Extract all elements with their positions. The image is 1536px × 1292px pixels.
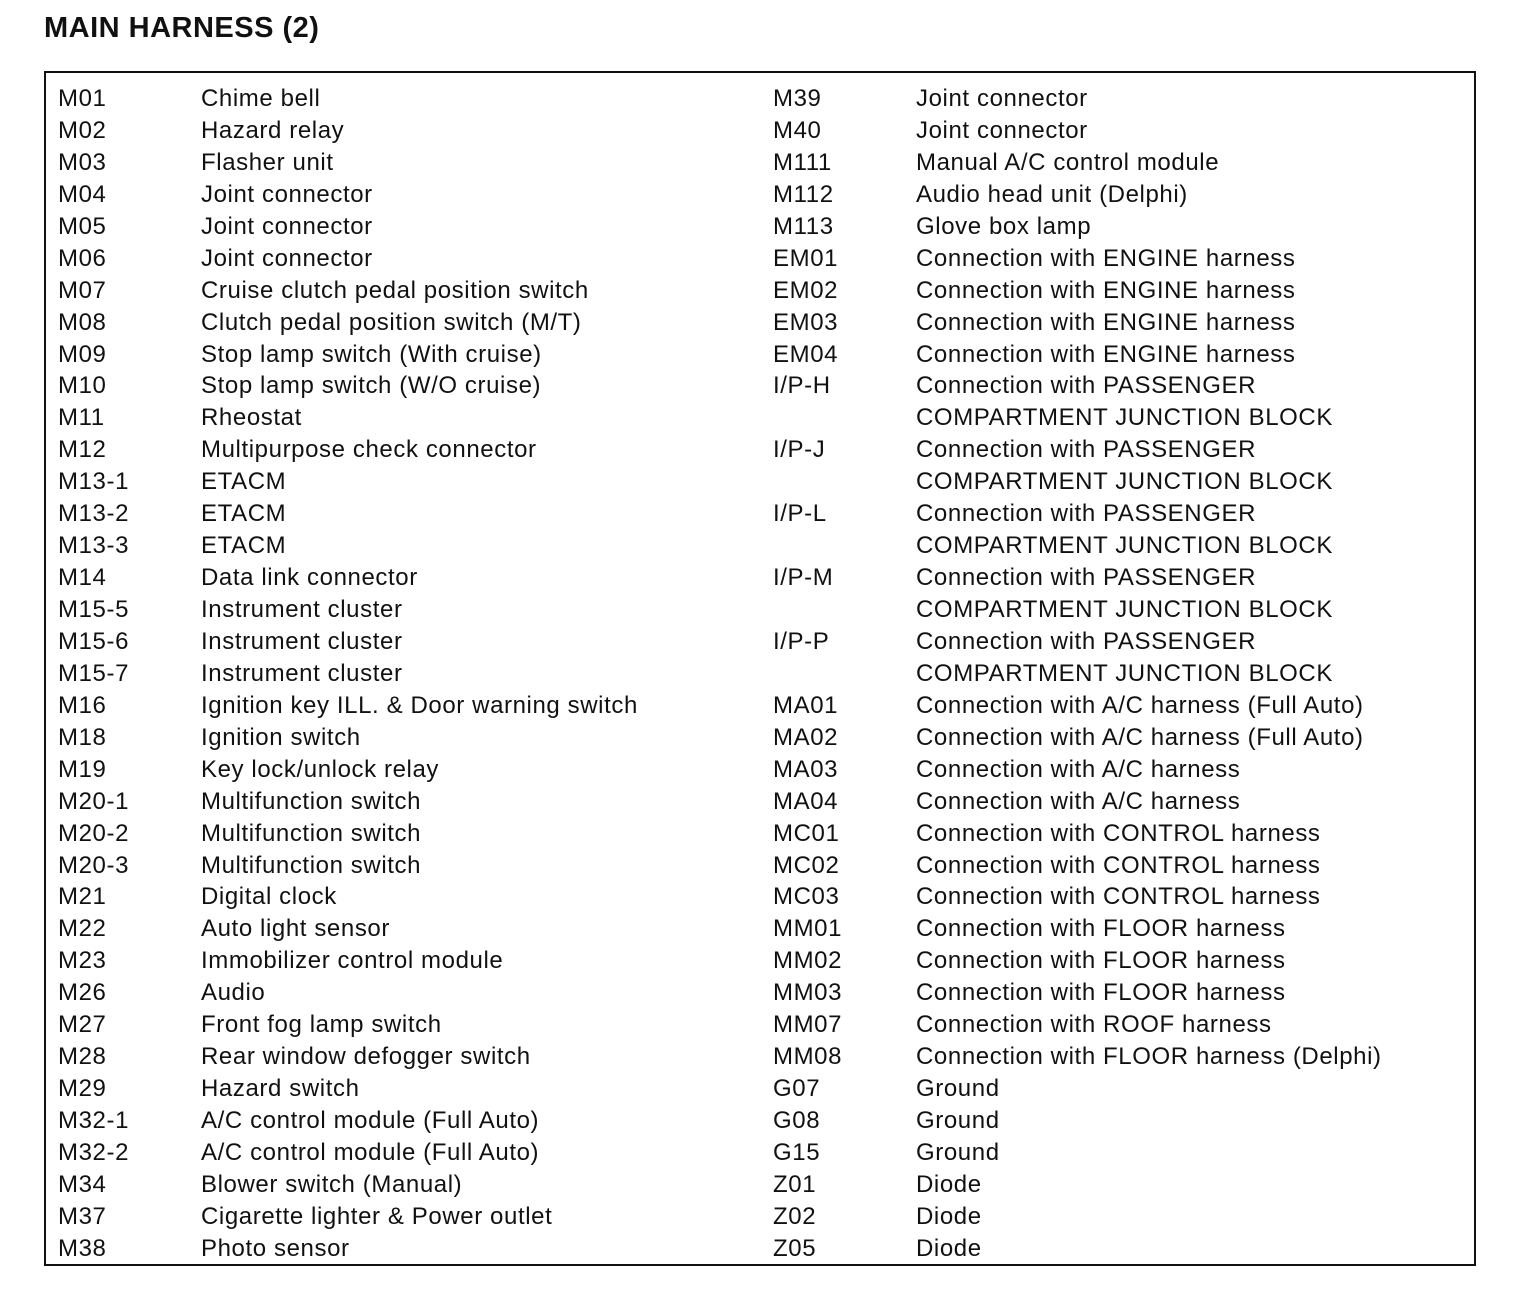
connector-code: M20-2 (58, 819, 130, 847)
connector-description: Multifunction switch (201, 787, 422, 815)
connector-code: I/P-J (773, 436, 826, 464)
connector-code: M13-1 (58, 468, 130, 496)
connector-description: Connection with CONTROL harness (916, 851, 1321, 879)
connector-description: Ignition switch (201, 723, 361, 751)
connector-description: Key lock/unlock relay (201, 755, 440, 783)
connector-code: M07 (58, 276, 107, 304)
connector-description: COMPARTMENT JUNCTION BLOCK (916, 659, 1333, 687)
connector-code: MM01 (773, 915, 843, 943)
connector-code: Z01 (773, 1170, 817, 1198)
connector-description: Ignition key ILL. & Door warning switch (201, 691, 638, 719)
connector-code: M11 (58, 404, 105, 432)
connector-description: Connection with PASSENGER (916, 436, 1257, 464)
connector-description: Ground (916, 1138, 1000, 1166)
connector-code: M27 (58, 1011, 107, 1039)
connector-code: EM03 (773, 308, 839, 336)
connector-description: Joint connector (916, 116, 1088, 144)
connector-description: Auto light sensor (201, 915, 390, 943)
connector-code: Z05 (773, 1234, 817, 1262)
connector-description: Multifunction switch (201, 819, 422, 847)
page-title: MAIN HARNESS (2) (44, 12, 320, 44)
connector-code: EM01 (773, 244, 839, 272)
connector-code: M15-6 (58, 627, 130, 655)
connector-description: Connection with PASSENGER (916, 500, 1257, 528)
connector-code: MM02 (773, 947, 843, 975)
connector-code: M26 (58, 979, 107, 1007)
connector-code: M29 (58, 1075, 107, 1103)
connector-code: M10 (58, 372, 107, 400)
connector-code: M28 (58, 1043, 107, 1071)
connector-code: MC01 (773, 819, 840, 847)
connector-code: MC02 (773, 851, 840, 879)
connector-code: M01 (58, 85, 107, 112)
connector-code: M39 (773, 85, 822, 112)
connector-code: M20-1 (58, 787, 130, 815)
connector-code: M32-1 (58, 1107, 130, 1134)
connector-description: Clutch pedal position switch (M/T) (201, 308, 582, 336)
connector-code: M12 (58, 436, 107, 464)
connector-code: MA02 (773, 723, 839, 751)
connector-code: M16 (58, 691, 107, 719)
connector-code: MA01 (773, 691, 839, 719)
connector-code: MA04 (773, 787, 839, 815)
connector-code: G15 (773, 1138, 821, 1166)
connector-code: M21 (58, 883, 107, 911)
connector-code: MM08 (773, 1043, 843, 1071)
connector-description: Joint connector (201, 212, 373, 240)
connector-description: Connection with ENGINE harness (916, 244, 1296, 272)
connector-code: I/P-L (773, 500, 827, 528)
connector-code: M37 (58, 1202, 107, 1230)
connector-code: M113 (773, 212, 834, 240)
connector-description: Connection with PASSENGER (916, 372, 1257, 400)
connector-code: M40 (773, 116, 822, 144)
connector-description: Connection with FLOOR harness (Delphi) (916, 1043, 1382, 1071)
connector-description: Connection with ENGINE harness (916, 276, 1296, 304)
connector-description: Glove box lamp (916, 212, 1092, 240)
connector-description: Cruise clutch pedal position switch (201, 276, 589, 304)
connector-description: Joint connector (201, 180, 373, 208)
connector-code: M02 (58, 116, 107, 144)
connector-description: Connection with CONTROL harness (916, 819, 1321, 847)
connector-description: Audio (201, 979, 266, 1007)
connector-description: Ground (916, 1075, 1000, 1103)
connector-description: COMPARTMENT JUNCTION BLOCK (916, 468, 1333, 496)
connector-code: M05 (58, 212, 107, 240)
connector-code: M18 (58, 723, 107, 751)
connector-index-table (44, 71, 1476, 1266)
connector-description: Connection with PASSENGER (916, 627, 1257, 655)
connector-description: Digital clock (201, 883, 337, 911)
connector-description: Joint connector (201, 244, 373, 272)
connector-description: A/C control module (Full Auto) (201, 1138, 540, 1166)
connector-description: Connection with ENGINE harness (916, 308, 1296, 336)
connector-description: Connection with CONTROL harness (916, 883, 1321, 911)
connector-description: Connection with A/C harness (916, 787, 1241, 815)
connector-description: Connection with FLOOR harness (916, 979, 1286, 1007)
connector-description: Connection with ENGINE harness (916, 340, 1296, 368)
connector-code: I/P-P (773, 627, 830, 655)
connector-code: M09 (58, 340, 107, 368)
connector-description: Connection with A/C harness (Full Auto) (916, 723, 1364, 751)
connector-code: EM02 (773, 276, 839, 304)
connector-code: M23 (58, 947, 107, 975)
connector-code: G08 (773, 1107, 821, 1134)
connector-description: Rheostat (201, 404, 302, 432)
connector-code: M32-2 (58, 1138, 130, 1166)
connector-code: M13-3 (58, 532, 130, 560)
connector-code: M03 (58, 148, 107, 176)
connector-description: Cigarette lighter & Power outlet (201, 1202, 553, 1230)
connector-description: Immobilizer control module (201, 947, 504, 975)
connector-code: M111 (773, 148, 832, 176)
connector-code: I/P-H (773, 372, 831, 400)
connector-code: M04 (58, 180, 107, 208)
connector-code: EM04 (773, 340, 839, 368)
connector-code: M19 (58, 755, 107, 783)
connector-description: COMPARTMENT JUNCTION BLOCK (916, 596, 1333, 623)
connector-description: Chime bell (201, 85, 321, 112)
connector-code: M15-5 (58, 596, 130, 623)
connector-description: Rear window defogger switch (201, 1043, 531, 1071)
connector-description: Connection with PASSENGER (916, 564, 1257, 592)
connector-code: M38 (58, 1234, 107, 1262)
connector-description: A/C control module (Full Auto) (201, 1107, 540, 1134)
connector-description: Manual A/C control module (916, 148, 1220, 176)
connector-description: Data link connector (201, 564, 418, 592)
connector-description: Audio head unit (Delphi) (916, 180, 1188, 208)
connector-code: MA03 (773, 755, 839, 783)
connector-description: Ground (916, 1107, 1000, 1134)
connector-description: Connection with A/C harness (916, 755, 1241, 783)
connector-code: M13-2 (58, 500, 130, 528)
connector-description: ETACM (201, 532, 287, 560)
connector-code: M08 (58, 308, 107, 336)
connector-description: Stop lamp switch (With cruise) (201, 340, 542, 368)
connector-description: Joint connector (916, 85, 1088, 112)
connector-code: MM07 (773, 1011, 843, 1039)
connector-description: Hazard relay (201, 116, 345, 144)
connector-description: Flasher unit (201, 148, 334, 176)
connector-description: ETACM (201, 468, 287, 496)
connector-code: M14 (58, 564, 107, 592)
connector-code: MC03 (773, 883, 840, 911)
connector-code: I/P-M (773, 564, 834, 592)
connector-description: Front fog lamp switch (201, 1011, 442, 1039)
connector-description: Connection with FLOOR harness (916, 947, 1286, 975)
connector-code: Z02 (773, 1202, 817, 1230)
connector-description: COMPARTMENT JUNCTION BLOCK (916, 532, 1333, 560)
connector-code: G07 (773, 1075, 821, 1103)
connector-description: Stop lamp switch (W/O cruise) (201, 372, 542, 400)
connector-code: M22 (58, 915, 107, 943)
connector-description: COMPARTMENT JUNCTION BLOCK (916, 404, 1333, 432)
connector-description: Instrument cluster (201, 627, 403, 655)
connector-description: Photo sensor (201, 1234, 350, 1262)
connector-code: M06 (58, 244, 107, 272)
connector-description: Multifunction switch (201, 851, 422, 879)
connector-description: Instrument cluster (201, 596, 403, 623)
connector-code: M112 (773, 180, 834, 208)
connector-description: Hazard switch (201, 1075, 360, 1103)
connector-code: MM03 (773, 979, 843, 1007)
connector-description: Blower switch (Manual) (201, 1170, 463, 1198)
connector-code: M34 (58, 1170, 107, 1198)
connector-description: Instrument cluster (201, 659, 403, 687)
connector-description: Diode (916, 1234, 982, 1262)
connector-code: M15-7 (58, 659, 130, 687)
connector-description: Diode (916, 1170, 982, 1198)
connector-code: M20-3 (58, 851, 130, 879)
connector-description: Connection with FLOOR harness (916, 915, 1286, 943)
connector-description: Connection with ROOF harness (916, 1011, 1272, 1039)
connector-description: Connection with A/C harness (Full Auto) (916, 691, 1364, 719)
connector-description: ETACM (201, 500, 287, 528)
connector-description: Diode (916, 1202, 982, 1230)
connector-description: Multipurpose check connector (201, 436, 537, 464)
